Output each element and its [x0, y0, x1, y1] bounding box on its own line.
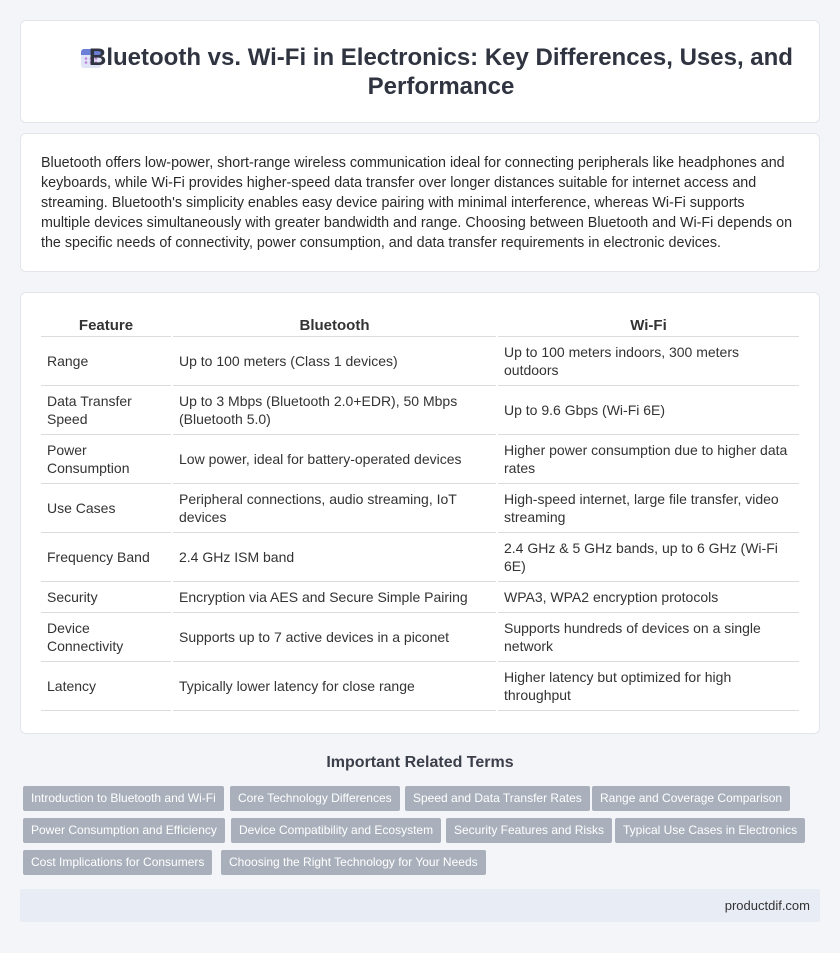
table-row — [41, 483, 799, 532]
feature-cell: Power Consumption — [41, 434, 172, 483]
feature-cell: Frequency Band — [41, 532, 172, 581]
wifi-cell: Up to 100 meters indoors, 300 meters outdoors — [497, 336, 799, 385]
related-terms-heading: Important Related Terms — [326, 754, 514, 771]
wifi-cell: Supports hundreds of devices on a single network — [497, 612, 799, 661]
related-tag-speed[interactable]: Speed and Data Transfer Rates — [405, 786, 590, 811]
related-tag-intro[interactable]: Introduction to Bluetooth and Wi-Fi — [23, 786, 224, 811]
feature-cell: Range — [41, 336, 172, 385]
table-row — [41, 385, 799, 434]
bluetooth-cell: Supports up to 7 active devices in a piconet — [172, 612, 497, 661]
related-tag-choosing[interactable]: Choosing the Right Technology for Your Needs — [221, 850, 486, 875]
comparison-table — [41, 314, 799, 711]
wifi-cell: Higher latency but optimized for high throughput — [497, 661, 799, 710]
table-header-row — [41, 314, 799, 336]
feature-cell: Security — [41, 581, 172, 612]
header-wifi: Wi-Fi — [497, 314, 799, 336]
table-row — [41, 532, 799, 581]
header-feature: Feature — [41, 314, 172, 336]
summary-paragraph: Bluetooth offers low-power, short-range wireless communication ideal for connecting peripherals like headphones and keyboards, while Wi-Fi provides higher-speed data transfer over longer distances suitable for internet access and streaming. Bluetooth's simplicity enables easy device pairing with minimal interference, whereas Wi-Fi supports multiple devices simultaneously with greater bandwidth and range. Choosing between Bluetooth and Wi-Fi depends on the specific needs of connectivity, power consumption, and data transfer requirements in electronic devices. — [41, 155, 793, 251]
table-row — [41, 581, 799, 612]
comparison-table-card — [20, 292, 820, 734]
bluetooth-cell: 2.4 GHz ISM band — [172, 532, 497, 581]
feature-cell: Device Connectivity — [41, 612, 172, 661]
footer-site-link[interactable]: productdif.com — [724, 898, 810, 913]
table-row — [41, 612, 799, 661]
bluetooth-cell: Encryption via AES and Secure Simple Pairing — [172, 581, 497, 612]
bluetooth-cell: Peripheral connections, audio streaming, IoT devices — [172, 483, 497, 532]
table-row — [41, 434, 799, 483]
page-title-text: Bluetooth vs. Wi-Fi in Electronics: Key Differences, Uses, and Performance — [89, 44, 793, 100]
related-tag-cost[interactable]: Cost Implications for Consumers — [23, 850, 212, 875]
bluetooth-cell: Up to 3 Mbps (Bluetooth 2.0+EDR), 50 Mbps (Bluetooth 5.0) — [172, 385, 497, 434]
wifi-cell: WPA3, WPA2 encryption protocols — [497, 581, 799, 612]
feature-cell: Latency — [41, 661, 172, 710]
wifi-cell: Higher power consumption due to higher data rates — [497, 434, 799, 483]
title-card — [20, 20, 820, 123]
wifi-cell: Up to 9.6 Gbps (Wi-Fi 6E) — [497, 385, 799, 434]
feature-cell: Use Cases — [41, 483, 172, 532]
wifi-cell: 2.4 GHz & 5 GHz bands, up to 6 GHz (Wi-Fi 6E) — [497, 532, 799, 581]
bluetooth-cell: Up to 100 meters (Class 1 devices) — [172, 336, 497, 385]
table-row — [41, 336, 799, 385]
related-tag-use-cases[interactable]: Typical Use Cases in Electronics — [615, 818, 805, 843]
related-tag-power[interactable]: Power Consumption and Efficiency — [23, 818, 225, 843]
bluetooth-cell: Typically lower latency for close range — [172, 661, 497, 710]
footer-bar — [20, 889, 820, 922]
wifi-cell: High-speed internet, large file transfer, video streaming — [497, 483, 799, 532]
header-bluetooth: Bluetooth — [172, 314, 497, 336]
summary-card — [20, 133, 820, 272]
related-tag-security[interactable]: Security Features and Risks — [446, 818, 612, 843]
related-tag-core-tech[interactable]: Core Technology Differences — [230, 786, 400, 811]
related-tag-compat[interactable]: Device Compatibility and Ecosystem — [231, 818, 441, 843]
related-tag-range[interactable]: Range and Coverage Comparison — [592, 786, 790, 811]
table-row — [41, 661, 799, 710]
page-title — [21, 43, 819, 101]
bluetooth-cell: Low power, ideal for battery-operated devices — [172, 434, 497, 483]
feature-cell: Data Transfer Speed — [41, 385, 172, 434]
